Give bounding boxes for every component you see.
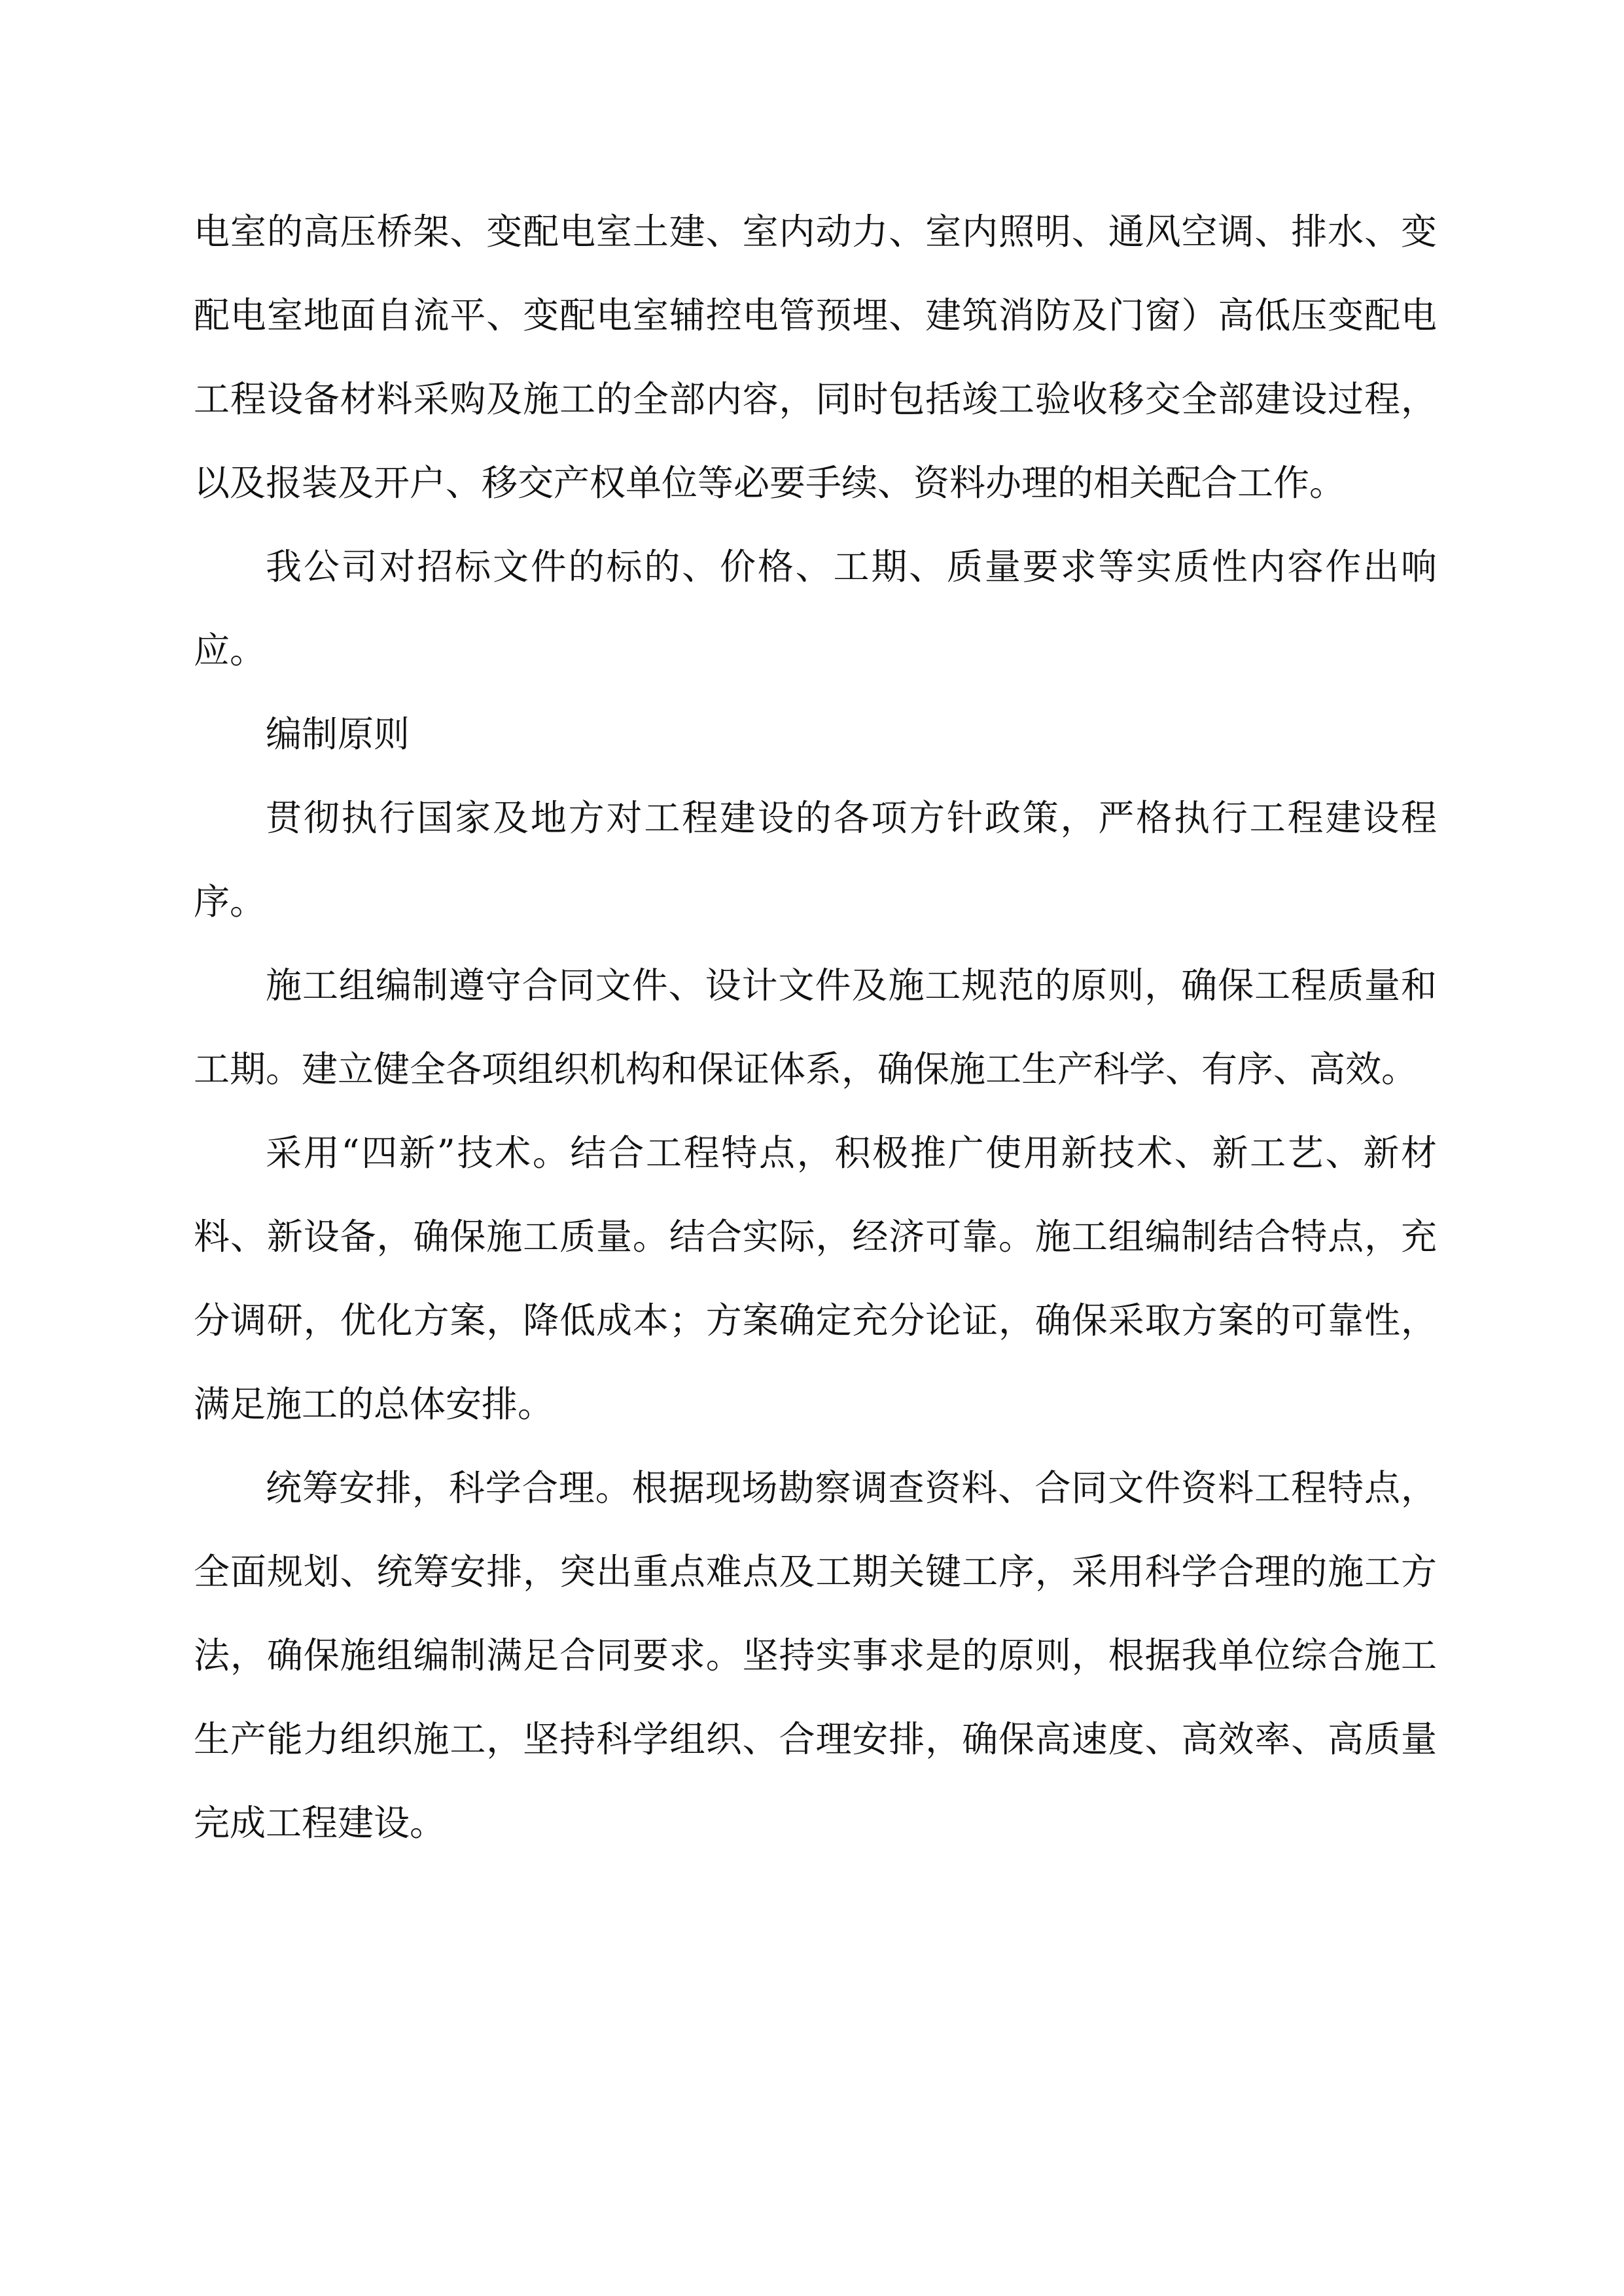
paragraph-compliance: 施工组编制遵守合同文件、设计文件及施工规范的原则，确保工程质量和工期。建立健全各项组织机构和保证体系，确保施工生产科学、有序、高效。: [194, 964, 1437, 1090]
paragraph-policy: 贯彻执行国家及地方对工程建设的各项方针政策，严格执行工程建设程序。: [194, 797, 1437, 923]
body-text: [194, 190, 1437, 1865]
paragraph-four-new: 采用“四新”技术。结合工程特点，积极推广使用新技术、新工艺、新材料、新设备，确保施工质量。结合实际，经济可靠。施工组编制结合特点，充分调研，优化方案，降低成本；方案确定充分论证，确保采取方案的可靠性，满足施工的总体安排。: [194, 1132, 1437, 1425]
paragraph-planning: 统筹安排，科学合理。根据现场勘察调查资料、合同文件资料工程特点，全面规划、统筹安排，突出重点难点及工期关键工序，采用科学合理的施工方法，确保施组编制满足合同要求。坚持实事求是的原则，根据我单位综合施工生产能力组织施工，坚持科学组织、合理安排，确保高速度、高效率、高质量完成工程建设。: [194, 1467, 1437, 1844]
section-heading-principles: 编制原则: [266, 713, 410, 755]
paragraph-response: 我公司对招标文件的标的、价格、工期、质量要求等实质性内容作出响应。: [194, 546, 1437, 671]
paragraph-scope-continuation: 电室的高压桥架、变配电室土建、室内动力、室内照明、通风空调、排水、变配电室地面自流平、变配电室辅控电管预埋、建筑消防及门窗）高低压变配电工程设备材料采购及施工的全部内容，同时包括竣工验收移交全部建设过程，以及报装及开户、移交产权单位等必要手续、资料办理的相关配合工作。: [194, 211, 1437, 504]
